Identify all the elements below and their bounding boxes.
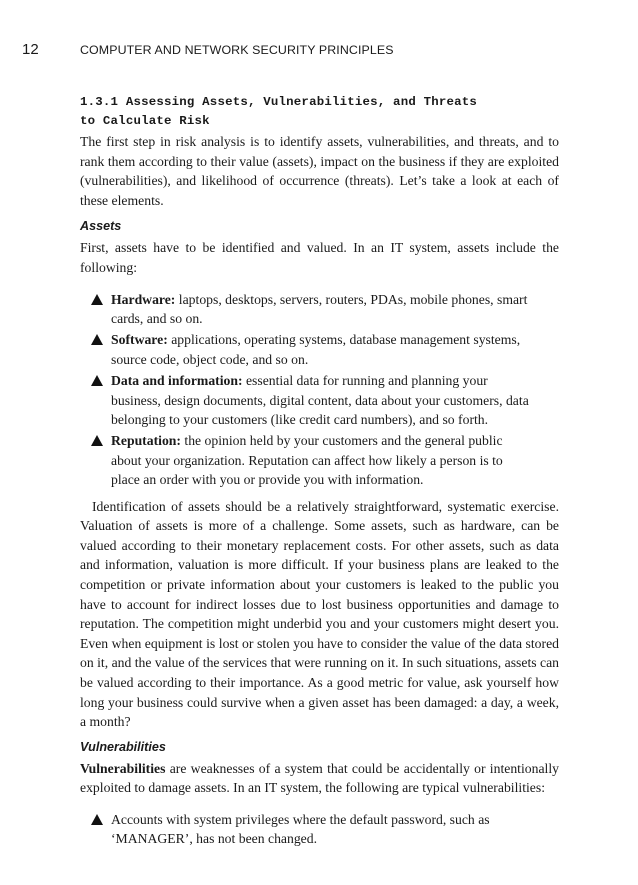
triangle-bullet-icon	[91, 435, 103, 446]
triangle-bullet-icon	[91, 334, 103, 345]
assets-intro-paragraph: First, assets have to be identified and valued. In an IT system, assets include the following:	[80, 240, 559, 275]
vulnerabilities-intro-text: are weaknesses of a system that could be accidentally or intentionally exploited to damage assets. In an IT system, the following are typical vulnerabilities:	[80, 760, 559, 796]
list-item-text: essential data for running and planning your business, design documents, digital content, data about your customers, data belonging to your customers (like credit card numbers), and so forth.	[111, 373, 529, 427]
list-item-term: Data and information:	[111, 373, 243, 389]
list-item	[80, 371, 559, 429]
running-title: COMPUTER AND NETWORK SECURITY PRINCIPLES	[80, 43, 394, 57]
list-item-text: the opinion held by your customers and the general public about your organization. Reputation can affect how likely a person is to place an order with you or provide you with information.	[111, 433, 503, 488]
vulnerabilities-list	[80, 810, 559, 849]
assets-heading: Assets	[80, 219, 122, 234]
vulnerabilities-heading: Vulnerabilities	[80, 739, 166, 754]
list-item-term: Reputation:	[111, 433, 181, 449]
triangle-bullet-icon	[91, 294, 103, 305]
list-item-term: Software:	[111, 332, 168, 348]
list-item	[80, 290, 559, 329]
assets-body-paragraph: Identification of assets should be a relatively straightforward, systematic exercise. Valuation of assets is more of a challenge. Some assets, such as hardware, can be valued according to their monetary replacement costs. For other assets, such as data and information, valuation is more difficult. If your business plans are leaked to the competition or private information about your customers is leaked to the public you have to account for indirect losses due to lost business opportunities and damage to reputation. The competition might underbid you and your customers might desert you. Even when equipment is lost or stolen you have to consider the value of the data stored on it, and the value of the services that were running on it. In such situations, assets can be valued according to their importance. As a good metric for value, ask yourself how long your business could survive when a given asset has been damaged: a day, a week, a month?	[80, 498, 559, 730]
page-body	[80, 93, 559, 856]
list-item-term: Hardware:	[111, 291, 176, 307]
section-heading-line-2: to Calculate Risk	[80, 114, 210, 128]
vulnerabilities-term: Vulnerabilities	[80, 760, 166, 776]
running-header	[22, 41, 598, 65]
page-number: 12	[22, 41, 39, 58]
list-item	[80, 431, 559, 489]
triangle-bullet-icon	[91, 375, 103, 386]
vulnerabilities-intro-paragraph	[80, 759, 559, 798]
assets-list	[80, 290, 559, 490]
triangle-bullet-icon	[91, 814, 103, 825]
section-heading	[80, 93, 559, 131]
section-intro-paragraph: The first step in risk analysis is to identify assets, vulnerabilities, and threats, and to rank them according to their value (assets), impact on the business if they are exploited (vulnerabilities), and likelihood of occurrence (threats). Let’s take a look at each of these elements.	[80, 134, 559, 208]
list-item-text: applications, operating systems, database management systems, source code, object code, and so on.	[111, 332, 521, 367]
list-item-text: Accounts with system privileges where the default password, such as ‘MANAGER’, has not been changed.	[111, 811, 490, 847]
section-heading-line-1: 1.3.1 Assessing Assets, Vulnerabilities, and Threats	[80, 95, 478, 109]
list-item	[80, 810, 559, 849]
list-item	[80, 330, 559, 369]
list-item-text: laptops, desktops, servers, routers, PDAs, mobile phones, smart cards, and so on.	[111, 291, 528, 326]
